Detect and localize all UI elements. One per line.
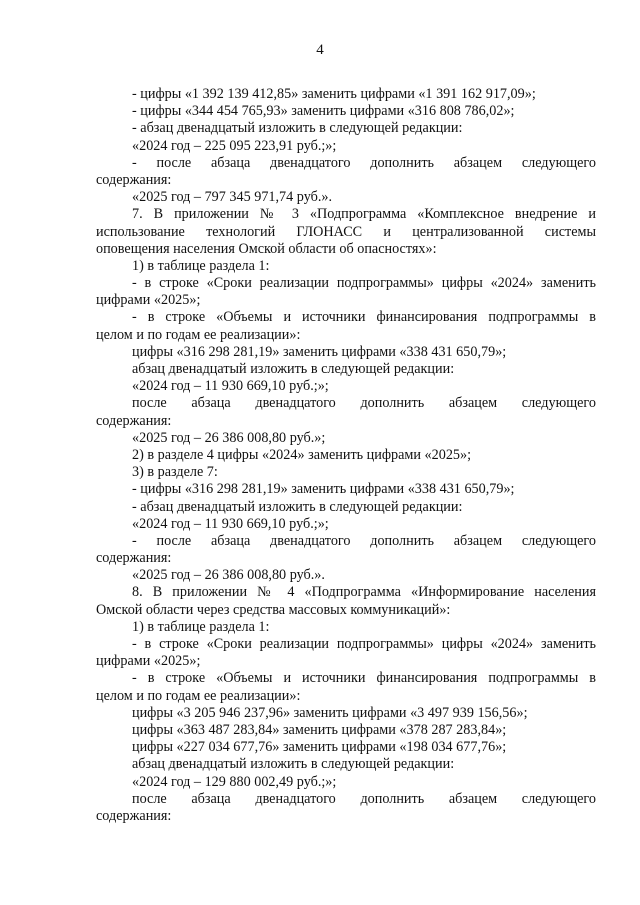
text-line: цифры «363 487 283,84» заменить цифрами «378 287 283,84»;	[132, 721, 507, 738]
text-line: 8. В приложении № 4 «Подпрограмма «Информирование населения	[132, 584, 596, 601]
text-line: «2024 год – 11 930 669,10 руб.;»;	[132, 515, 329, 532]
text-line: абзац двенадцатый изложить в следующей редакции:	[132, 361, 455, 377]
text-line: - цифры «316 298 281,19» заменить цифрами «338 431 650,79»;	[132, 481, 515, 498]
text-line: «2025 год – 26 386 008,80 руб.».	[132, 567, 325, 584]
text-line: «2025 год – 26 386 008,80 руб.»;	[132, 429, 326, 446]
document-body	[96, 86, 596, 825]
text-line: Омской области через средства массовых коммуникаций»:	[96, 601, 451, 618]
text-line: «2024 год – 129 880 002,49 руб.;»;	[132, 773, 337, 790]
text-line: - после абзаца двенадцатого дополнить абзацем следующего	[132, 532, 596, 549]
text-line: - цифры «1 392 139 412,85» заменить цифрами «1 391 162 917,09»;	[132, 86, 536, 102]
text-line: цифрами «2025»;	[96, 653, 201, 670]
text-line: оповещения населения Омской области об опасностях»:	[96, 240, 437, 257]
text-line: содержания:	[96, 807, 172, 824]
page-number: 4	[316, 42, 324, 58]
text-line: 1) в таблице раздела 1:	[132, 257, 270, 274]
text-line: содержания:	[96, 550, 172, 567]
text-line: - после абзаца двенадцатого дополнить абзацем следующего	[132, 154, 596, 171]
text-line: абзац двенадцатый изложить в следующей редакции:	[132, 756, 455, 773]
text-line: содержания:	[96, 171, 172, 188]
text-line: - в строке «Сроки реализации подпрограммы» цифры «2024» заменить	[132, 275, 596, 292]
text-line: 7. В приложении № 3 «Подпрограмма «Комплексное внедрение и	[132, 206, 596, 223]
text-line: цифры «227 034 677,76» заменить цифрами «198 034 677,76»;	[132, 739, 507, 756]
text-line: - в строке «Сроки реализации подпрограммы» цифры «2024» заменить	[132, 636, 596, 652]
text-line: целом и по годам ее реализации»:	[96, 326, 301, 343]
text-line: «2025 год – 797 345 971,74 руб.».	[132, 189, 333, 206]
text-line: «2024 год – 225 095 223,91 руб.;»;	[132, 137, 337, 154]
text-line: цифрами «2025»;	[96, 292, 201, 309]
text-line: содержания:	[96, 412, 172, 429]
text-line: - в строке «Объемы и источники финансирования подпрограммы в	[132, 670, 596, 687]
text-line: 1) в таблице раздела 1:	[132, 618, 270, 635]
text-line: после абзаца двенадцатого дополнить абзацем следующего	[132, 395, 596, 412]
text-line: - абзац двенадцатый изложить в следующей редакции:	[132, 498, 463, 515]
text-line: 3) в разделе 7:	[132, 464, 218, 481]
text-line: - в строке «Объемы и источники финансирования подпрограммы в	[132, 309, 596, 326]
text-line: - цифры «344 454 765,93» заменить цифрами «316 808 786,02»;	[132, 103, 515, 120]
text-line: 2) в разделе 4 цифры «2024» заменить цифрами «2025»;	[132, 446, 472, 463]
text-line: цифры «3 205 946 237,96» заменить цифрами «3 497 939 156,56»;	[132, 704, 528, 721]
text-line: использование технологий ГЛОНАСС и централизованной системы	[96, 223, 596, 240]
text-line: целом и по годам ее реализации»:	[96, 687, 301, 704]
text-line: - абзац двенадцатый изложить в следующей редакции:	[132, 120, 463, 137]
text-line: цифры «316 298 281,19» заменить цифрами «338 431 650,79»;	[132, 343, 507, 360]
text-line: «2024 год – 11 930 669,10 руб.;»;	[132, 378, 329, 395]
text-line: после абзаца двенадцатого дополнить абзацем следующего	[132, 790, 596, 807]
